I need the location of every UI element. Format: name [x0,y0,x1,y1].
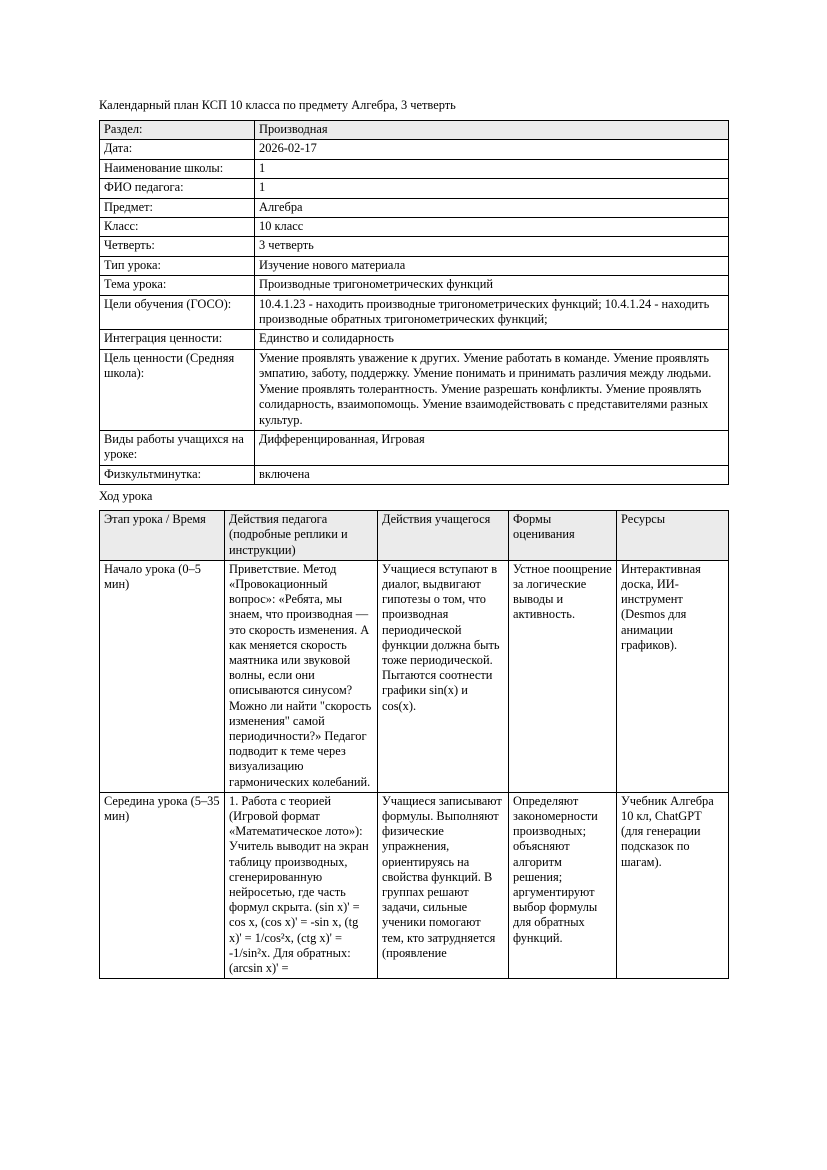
info-value: Умение проявлять уважение к других. Умение работать в команде. Умение проявлять эмпатию, заботу, поддержку. Умение понимать и принимать различия между людьми. Умение проявлять толерантность. Умение разрешать конфликты. Умение проявлять солидарность, взаимопомощь. Умение взаимодействовать с представителями разных культур. [255,349,729,430]
stage-cell [100,560,225,792]
stage-cell [100,792,225,978]
resources-text: Учебник Алгебра 10 кл, ChatGPT (для генерации подсказок по шагам). [621,793,714,869]
document-content [99,97,728,979]
info-value: Дифференцированная, Игровая [255,430,729,465]
assessment-text: Определяют закономерности производных; объясняют алгоритм решения; аргументируют выбор формулы для обратных функций. [513,793,598,945]
info-key: Цель ценности (Средняя школа): [100,349,255,430]
info-key: Наименование школы: [100,159,255,178]
info-value: Алгебра [255,198,729,217]
student-actions-text: Учащиеся записывают формулы. Выполняют физические упражнения, ориентируясь на свойства функций. В группах решают задачи, сильные ученики помогают тем, кто затрудняется (проявление [382,793,502,960]
info-value: 10 класс [255,218,729,237]
lesson-info-body [100,121,729,485]
info-value: 1 [255,159,729,178]
column-header-resources: Ресурсы [617,511,729,561]
student-actions-cell [378,792,509,978]
student-actions-cell [378,560,509,792]
stage-text: Середина урока (5–35 мин) [104,793,220,823]
lesson-info-table [99,120,729,485]
info-value: Производная [255,121,729,140]
assessment-text: Устное поощрение за логические выводы и активность. [513,561,612,622]
info-key: ФИО педагога: [100,179,255,198]
table-row [100,349,729,430]
info-key: Дата: [100,140,255,159]
table-row [100,295,729,330]
teacher-actions-cell [225,560,378,792]
student-actions-text: Учащиеся вступают в диалог, выдвигают гипотезы о том, что производная периодической функции должна быть тоже периодической. Пытаются соотнести графики sin(x) и cos(x). [382,561,500,713]
table-row [100,256,729,275]
table-row [100,179,729,198]
info-key: Тип урока: [100,256,255,275]
info-key: Предмет: [100,198,255,217]
info-value: 10.4.1.23 - находить производные тригонометрических функций; 10.4.1.24 - находить производные обратных тригонометрических функций; [255,295,729,330]
table-row [100,465,729,484]
table-row [100,560,729,792]
info-value: 3 четверть [255,237,729,256]
info-value: Производные тригонометрических функций [255,276,729,295]
resources-text: Интерактивная доска, ИИ-инструмент (Desmos для анимации графиков). [621,561,701,652]
info-key: Цели обучения (ГОСО): [100,295,255,330]
info-key: Класс: [100,218,255,237]
info-key: Раздел: [100,121,255,140]
column-header-teacher-actions: Действия педагога (подробные реплики и инструкции) [225,511,378,561]
page-title: Календарный план КСП 10 класса по предмету Алгебра, 3 четверть [99,98,456,112]
assessment-cell [509,792,617,978]
info-value: включена [255,465,729,484]
lesson-flow-head [100,511,729,561]
column-header-stage: Этап урока / Время [100,511,225,561]
stage-text: Начало урока (0–5 мин) [104,561,201,591]
info-value: 2026-02-17 [255,140,729,159]
table-row [100,430,729,465]
table-row [100,140,729,159]
table-row [100,218,729,237]
teacher-actions-text: 1. Работа с теорией (Игровой формат «Математическое лото»): Учитель выводит на экран таблицу производных, сгенерированную нейросетью, где часть формул скрыта. (sin x)' = cos x, (cos x)' = -sin x, (tg x)' = 1/cos²x, (ctg x)' = -1/sin²x. Для обратных: (arcsin x)' = [229,793,369,976]
lesson-flow-heading: Ход урока [99,489,153,504]
teacher-actions-cell [225,792,378,978]
lesson-flow-body [100,560,729,978]
info-key: Физкультминутка: [100,465,255,484]
table-row [100,276,729,295]
info-key: Четверть: [100,237,255,256]
info-value: Изучение нового материала [255,256,729,275]
resources-cell [617,792,729,978]
table-row [100,792,729,978]
info-key: Интеграция ценности: [100,330,255,349]
teacher-actions-text: Приветствие. Метод «Провокационный вопрос»: «Ребята, мы знаем, что производная — это скорость изменения. А как меняется скорость маятника или звуковой волны, если они описываются синусом? Можно ли найти "скорость изменения" самой периодичности?» Педагог подводит к теме через визуализацию гармонических колебаний. [229,561,372,789]
table-row [100,121,729,140]
table-row [100,237,729,256]
table-header-row [100,511,729,561]
table-row [100,198,729,217]
column-header-assessment: Формы оценивания [509,511,617,561]
info-value: 1 [255,179,729,198]
info-key: Тема урока: [100,276,255,295]
table-row [100,330,729,349]
info-key: Виды работы учащихся на уроке: [100,430,255,465]
lesson-flow-table [99,510,729,979]
table-row [100,159,729,178]
info-value: Единство и солидарность [255,330,729,349]
resources-cell [617,560,729,792]
column-header-student-actions: Действия учащегося [378,511,509,561]
assessment-cell [509,560,617,792]
